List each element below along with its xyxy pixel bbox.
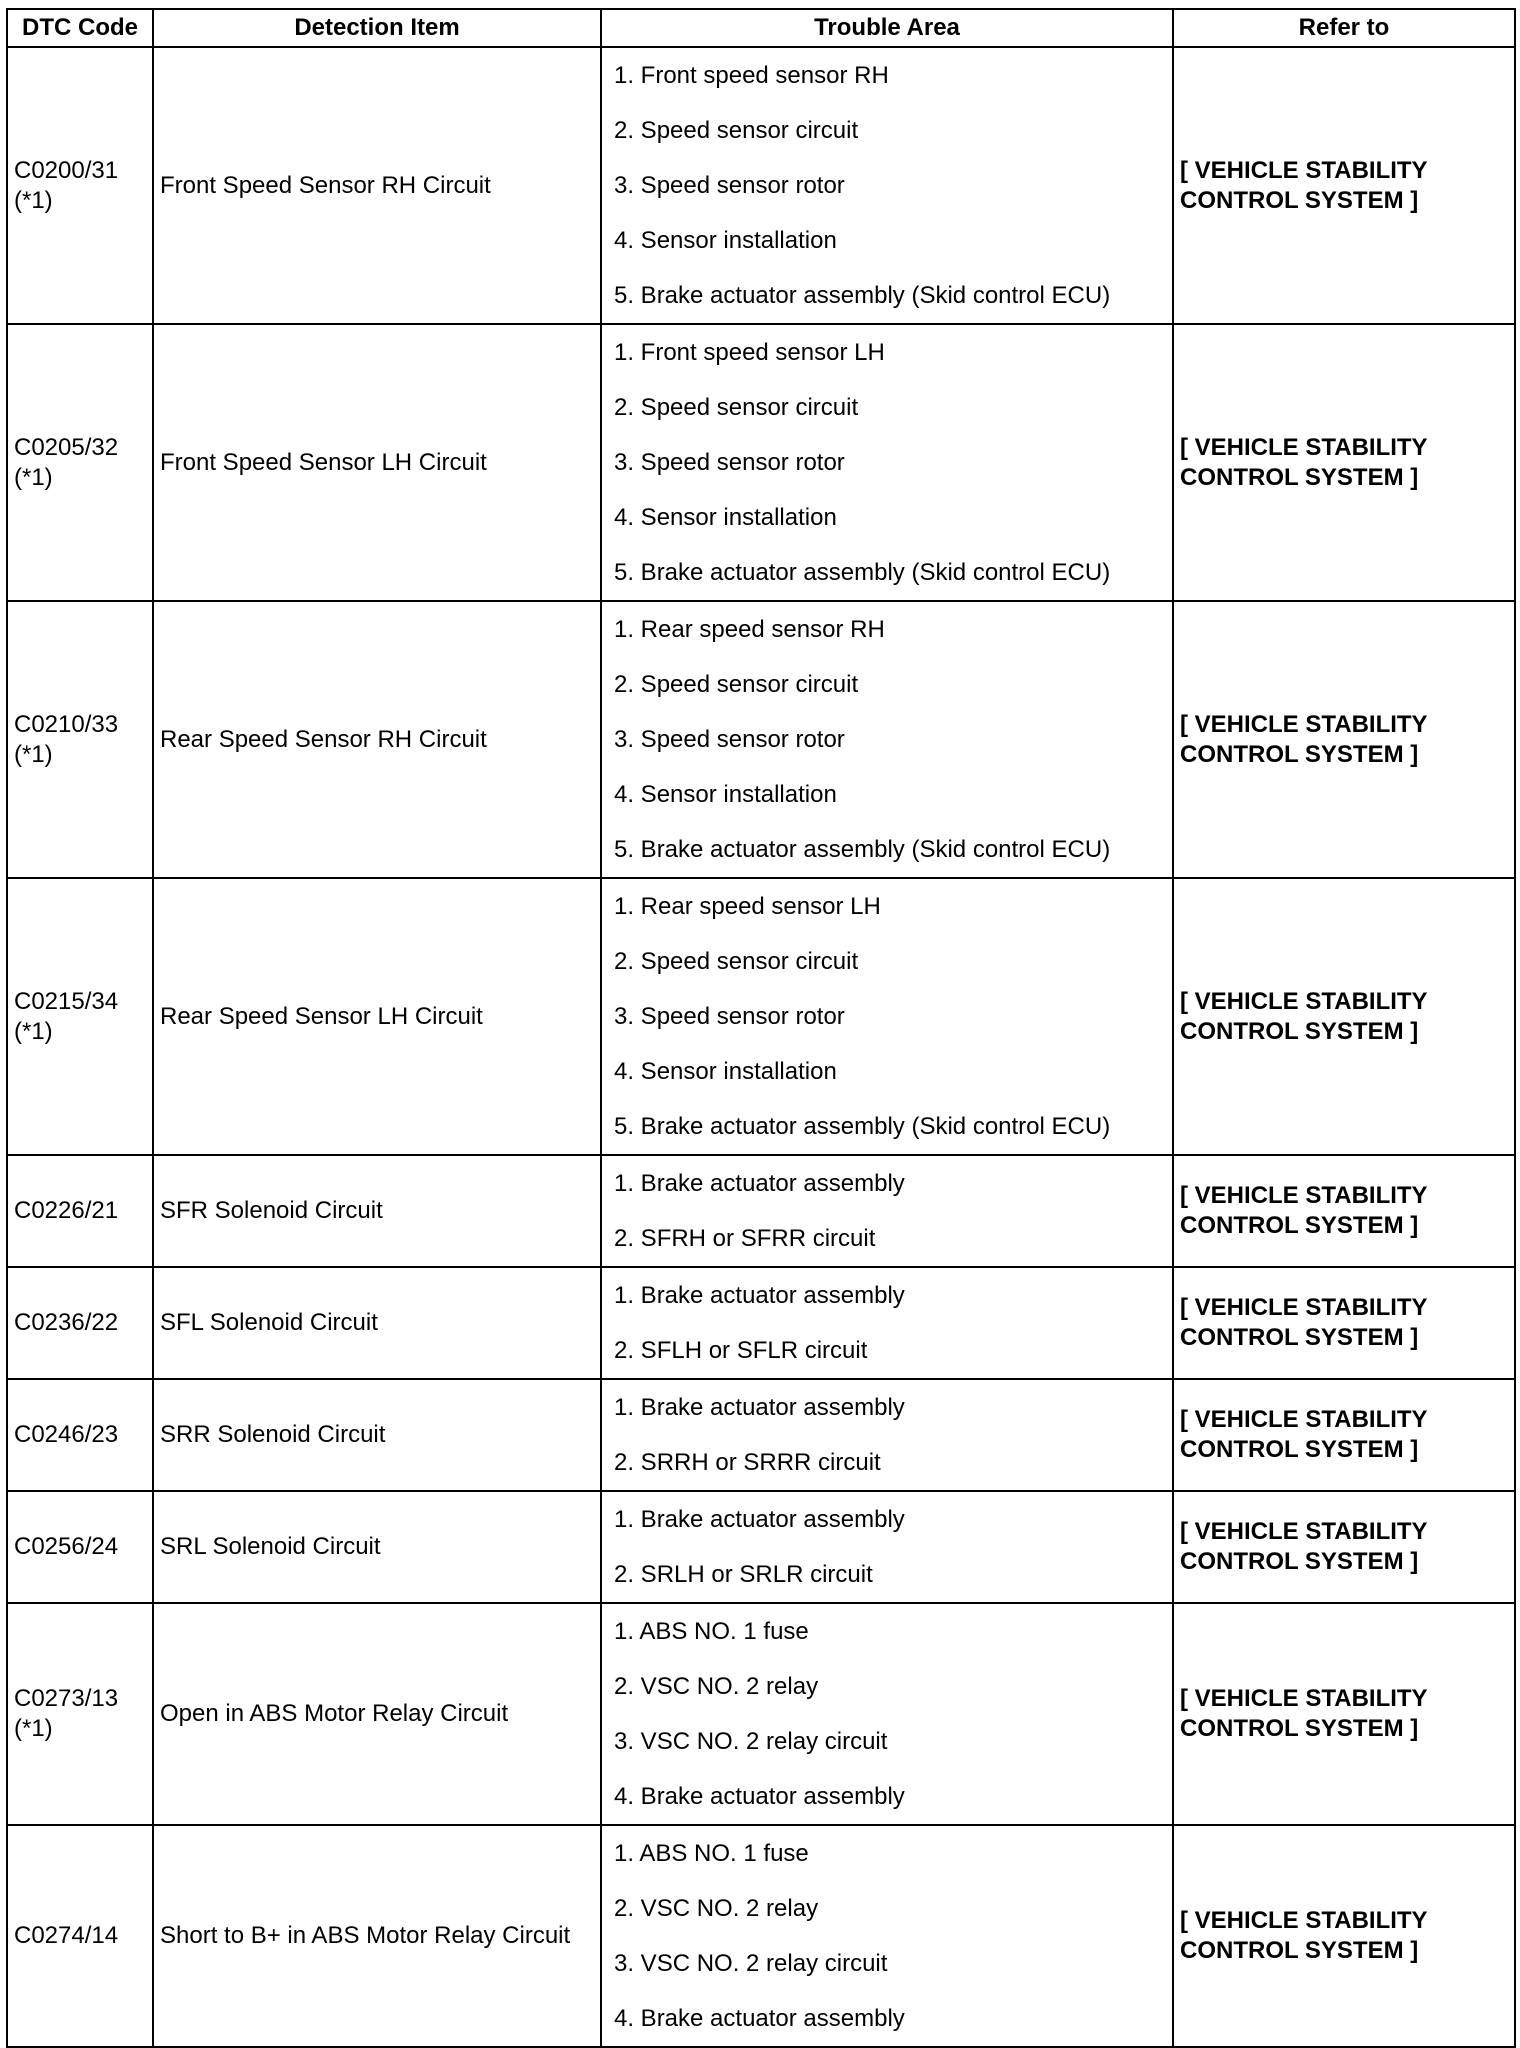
refer-to-line: [ VEHICLE STABILITY	[1180, 1406, 1428, 1433]
dtc-code-cell	[7, 1603, 153, 1825]
refer-to-line: CONTROL SYSTEM ]	[1180, 740, 1419, 768]
trouble-area-item: 1. Front speed sensor LH	[614, 339, 885, 366]
trouble-area-item: 4. Sensor installation	[614, 1058, 837, 1085]
dtc-code: C0236/22	[14, 1309, 119, 1336]
dtc-code-cell	[7, 878, 153, 1155]
refer-to-line: CONTROL SYSTEM ]	[1180, 1324, 1419, 1351]
trouble-area-list	[608, 1156, 1166, 1266]
refer-to-line: CONTROL SYSTEM ]	[1180, 1436, 1419, 1463]
refer-to-line: [ VEHICLE STABILITY	[1180, 433, 1428, 461]
refer-to-cell	[1173, 1491, 1515, 1603]
trouble-area-item: 1. Rear speed sensor RH	[614, 616, 885, 643]
detection-item: SRR Solenoid Circuit	[153, 1379, 601, 1491]
trouble-area-item: 5. Brake actuator assembly (Skid control ECU)	[614, 836, 1111, 863]
dtc-code: C0215/34	[14, 987, 119, 1015]
detection-item: Short to B+ in ABS Motor Relay Circuit	[153, 1825, 601, 2047]
trouble-area-list	[608, 1826, 1166, 2046]
trouble-area-item: 2. SFLH or SFLR circuit	[614, 1337, 868, 1364]
trouble-area-cell	[601, 47, 1173, 324]
dtc-code-cell	[7, 1379, 153, 1491]
trouble-area-item: 4. Brake actuator assembly	[614, 2005, 905, 2032]
trouble-area-cell	[601, 324, 1173, 601]
trouble-area-item: 3. Speed sensor rotor	[614, 1003, 845, 1030]
dtc-code: C0256/24	[14, 1533, 119, 1560]
trouble-area-item: 2. SRRH or SRRR circuit	[614, 1449, 881, 1476]
table-row	[7, 1155, 1515, 1267]
refer-to-cell	[1173, 1825, 1515, 2047]
refer-to-line: CONTROL SYSTEM ]	[1180, 1715, 1419, 1742]
dtc-code: C0205/32	[14, 433, 119, 461]
trouble-area-cell	[601, 1491, 1173, 1603]
trouble-area-item: 1. Brake actuator assembly	[614, 1282, 905, 1309]
detection-item: SFL Solenoid Circuit	[153, 1267, 601, 1379]
dtc-code-cell	[7, 1491, 153, 1603]
table-row	[7, 601, 1515, 878]
dtc-code: C0274/14	[14, 1922, 119, 1949]
trouble-area-item: 4. Sensor installation	[614, 227, 837, 254]
trouble-area-item: 5. Brake actuator assembly (Skid control ECU)	[614, 1113, 1111, 1140]
header-row	[7, 9, 1515, 47]
detection-item: Open in ABS Motor Relay Circuit	[153, 1603, 601, 1825]
trouble-area-cell	[601, 1825, 1173, 2047]
refer-to-cell	[1173, 324, 1515, 601]
refer-to-line: CONTROL SYSTEM ]	[1180, 463, 1419, 491]
refer-to-line: [ VEHICLE STABILITY	[1180, 987, 1428, 1015]
table-row	[7, 1379, 1515, 1491]
trouble-area-item: 3. Speed sensor rotor	[614, 172, 845, 199]
dtc-code-note: (*1)	[14, 1715, 53, 1742]
trouble-area-cell	[601, 1603, 1173, 1825]
trouble-area-item: 2. Speed sensor circuit	[614, 117, 859, 144]
trouble-area-item: 3. Speed sensor rotor	[614, 726, 845, 753]
trouble-area-item: 3. VSC NO. 2 relay circuit	[614, 1950, 888, 1977]
dtc-code-cell	[7, 1267, 153, 1379]
detection-item: Front Speed Sensor RH Circuit	[153, 47, 601, 324]
trouble-area-item: 2. SRLH or SRLR circuit	[614, 1561, 873, 1588]
dtc-code: C0246/23	[14, 1421, 119, 1448]
dtc-code-note: (*1)	[14, 740, 53, 768]
refer-to-line: CONTROL SYSTEM ]	[1180, 1017, 1419, 1045]
refer-to-cell	[1173, 47, 1515, 324]
detection-item: SFR Solenoid Circuit	[153, 1155, 601, 1267]
header-detection-item: Detection Item	[153, 9, 601, 47]
table-row	[7, 878, 1515, 1155]
dtc-code: C0273/13	[14, 1685, 119, 1712]
header-trouble-area: Trouble Area	[601, 9, 1173, 47]
dtc-code-note: (*1)	[14, 186, 53, 214]
trouble-area-item: 1. Brake actuator assembly	[614, 1394, 905, 1421]
trouble-area-item: 3. Speed sensor rotor	[614, 449, 845, 476]
refer-to-line: [ VEHICLE STABILITY	[1180, 1907, 1428, 1934]
trouble-area-cell	[601, 878, 1173, 1155]
refer-to-line: CONTROL SYSTEM ]	[1180, 1548, 1419, 1575]
trouble-area-list	[608, 325, 1166, 600]
table-row	[7, 1267, 1515, 1379]
dtc-code: C0210/33	[14, 710, 119, 738]
trouble-area-item: 2. SFRH or SFRR circuit	[614, 1225, 876, 1252]
trouble-area-list	[608, 879, 1166, 1154]
trouble-area-item: 4. Brake actuator assembly	[614, 1783, 905, 1810]
header-refer-to: Refer to	[1173, 9, 1515, 47]
trouble-area-list	[608, 48, 1166, 323]
refer-to-line: [ VEHICLE STABILITY	[1180, 1294, 1428, 1321]
trouble-area-cell	[601, 1267, 1173, 1379]
refer-to-line: CONTROL SYSTEM ]	[1180, 186, 1419, 214]
refer-to-line: CONTROL SYSTEM ]	[1180, 1937, 1419, 1964]
trouble-area-item: 4. Sensor installation	[614, 504, 837, 531]
trouble-area-item: 1. ABS NO. 1 fuse	[614, 1618, 809, 1645]
dtc-code-cell	[7, 47, 153, 324]
refer-to-cell	[1173, 878, 1515, 1155]
trouble-area-cell	[601, 601, 1173, 878]
header-dtc-code: DTC Code	[7, 9, 153, 47]
dtc-code-cell	[7, 324, 153, 601]
dtc-code: C0200/31	[14, 156, 119, 184]
dtc-code-cell	[7, 1825, 153, 2047]
trouble-area-item: 2. VSC NO. 2 relay	[614, 1895, 819, 1922]
trouble-area-item: 5. Brake actuator assembly (Skid control ECU)	[614, 559, 1111, 586]
refer-to-cell	[1173, 1155, 1515, 1267]
trouble-area-list	[608, 602, 1166, 877]
table-row	[7, 1491, 1515, 1603]
trouble-area-item: 1. Brake actuator assembly	[614, 1506, 905, 1533]
refer-to-line: [ VEHICLE STABILITY	[1180, 710, 1428, 738]
trouble-area-item: 1. ABS NO. 1 fuse	[614, 1840, 809, 1867]
table-row	[7, 1603, 1515, 1825]
trouble-area-item: 2. Speed sensor circuit	[614, 948, 859, 975]
trouble-area-list	[608, 1492, 1166, 1602]
trouble-area-item: 1. Front speed sensor RH	[614, 62, 889, 89]
table-row	[7, 324, 1515, 601]
trouble-area-item: 5. Brake actuator assembly (Skid control ECU)	[614, 282, 1111, 309]
table-body	[7, 47, 1515, 2047]
dtc-code: C0226/21	[14, 1197, 119, 1224]
refer-to-line: [ VEHICLE STABILITY	[1180, 156, 1428, 184]
refer-to-line: [ VEHICLE STABILITY	[1180, 1518, 1428, 1545]
detection-item: Rear Speed Sensor LH Circuit	[153, 878, 601, 1155]
trouble-area-item: 4. Sensor installation	[614, 781, 837, 808]
table-row	[7, 1825, 1515, 2047]
refer-to-line: CONTROL SYSTEM ]	[1180, 1212, 1419, 1239]
detection-item: Front Speed Sensor LH Circuit	[153, 324, 601, 601]
dtc-code-note: (*1)	[14, 463, 53, 491]
table-row	[7, 47, 1515, 324]
trouble-area-item: 2. Speed sensor circuit	[614, 671, 859, 698]
refer-to-line: [ VEHICLE STABILITY	[1180, 1685, 1428, 1712]
refer-to-cell	[1173, 1379, 1515, 1491]
dtc-code-cell	[7, 1155, 153, 1267]
trouble-area-list	[608, 1380, 1166, 1490]
dtc-code-note: (*1)	[14, 1017, 53, 1045]
trouble-area-item: 1. Brake actuator assembly	[614, 1170, 905, 1197]
trouble-area-cell	[601, 1155, 1173, 1267]
trouble-area-item: 2. VSC NO. 2 relay	[614, 1673, 819, 1700]
trouble-area-item: 2. Speed sensor circuit	[614, 394, 859, 421]
dtc-code-cell	[7, 601, 153, 878]
refer-to-line: [ VEHICLE STABILITY	[1180, 1182, 1428, 1209]
detection-item: SRL Solenoid Circuit	[153, 1491, 601, 1603]
refer-to-cell	[1173, 601, 1515, 878]
refer-to-cell	[1173, 1267, 1515, 1379]
trouble-area-cell	[601, 1379, 1173, 1491]
dtc-table	[6, 8, 1516, 2048]
refer-to-cell	[1173, 1603, 1515, 1825]
trouble-area-item: 1. Rear speed sensor LH	[614, 893, 881, 920]
trouble-area-item: 3. VSC NO. 2 relay circuit	[614, 1728, 888, 1755]
trouble-area-list	[608, 1268, 1166, 1378]
detection-item: Rear Speed Sensor RH Circuit	[153, 601, 601, 878]
trouble-area-list	[608, 1604, 1166, 1824]
